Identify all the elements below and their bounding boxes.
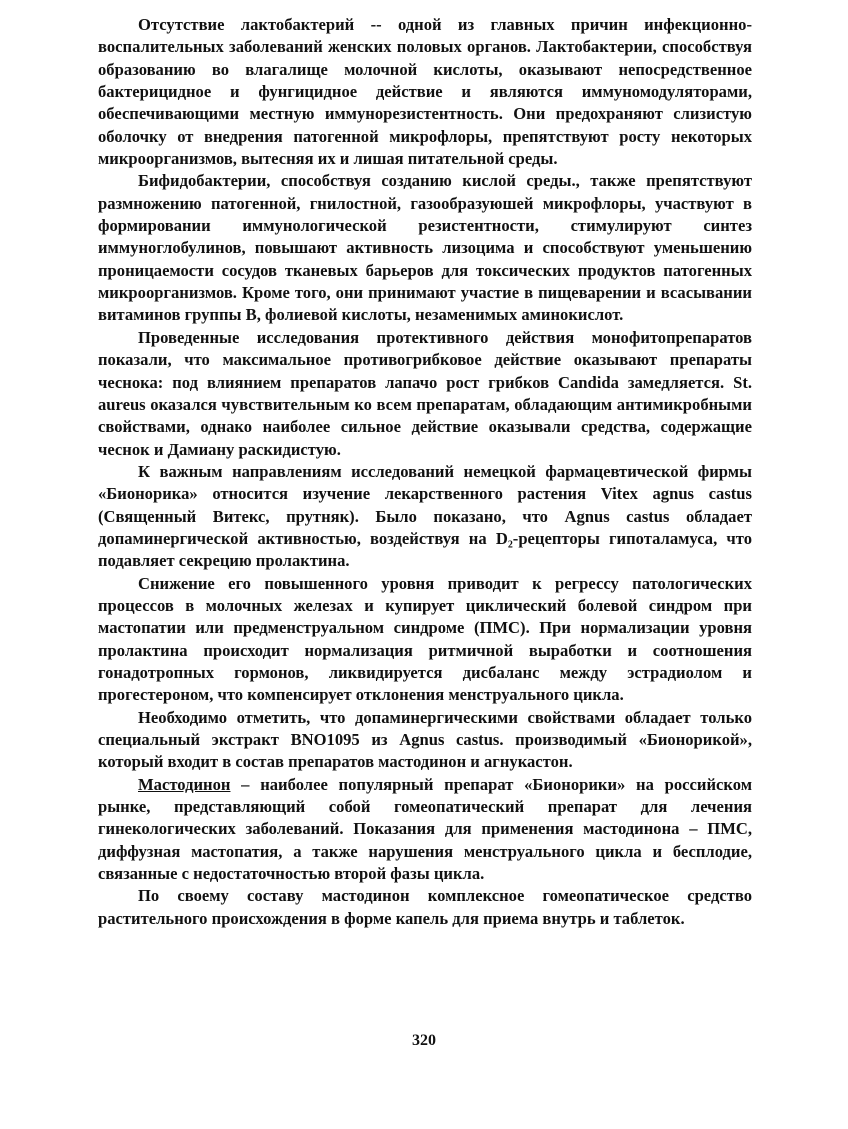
paragraph-text: Необходимо отметить, что допаминергическими свойствами обладает только специальный экстракт BNO1095 из Agnus castus. производимый «Бионорикой», который входит в состав препаратов мастодинон и агнукастон. [98,707,752,772]
paragraph [98,327,752,461]
paragraph-text: Бифидобактерии, способствуя созданию кислой среды., также препятствуют размножению патогенной, гнилостной, газообразуюшей микрофлоры, участвуют в формировании иммунологической резистентности, стимулируют синтез иммуноглобулинов, повышают активность лизоцима и способствуют уменьшению проницаемости сосудов тканевых барьеров для токсических продуктов патогенных микроорганизмов. Кроме того, они принимают участие в пищеварении и всасывании витаминов группы В, фолиевой кислоты, незаменимых аминокислот. [98,171,752,325]
paragraph [98,461,752,573]
paragraph [98,774,752,886]
paragraph-text: Снижение его повышенного уровня приводит к регрессу патологических процессов в молочных железах и купирует циклический болевой синдром при мастопатии или предменструальном синдроме (ПМС). При нормализации уровня пролактина происходит нормализация ритмичной выработки и соотношения гонадотропных гормонов, ликвидируется дисбаланс между эстрадиолом и прогестероном, что компенсирует отклонения менструального цикла. [98,573,752,705]
paragraph-text: – наиболее популярный препарат «Бионорики» на российском рынке, представляющий собой гомеопатический препарат для лечения гинекологических заболеваний. Показания для применения мастодинона – ПМС, диффузная мастопатия, а также нарушения менструального цикла и бесплодие, связанные с недостаточностью второй фазы цикла. [98,774,752,884]
underlined-term: Мастодинон [138,774,231,794]
paragraph [98,170,752,326]
paragraph [98,885,752,930]
paragraph-text: Проведенные исследования протективного действия монофитопрепаратов показали, что максимальное противогрибковое действие оказывают препараты чеснока: под влиянием препаратов лапачо рост грибков Candida замедляется. St. aureus оказался чувствительным ко всем препаратам, обладающим антимикробными свойствами, однако наиболее сильное действие оказывали средства, содержащие чеснок и Дамиану раскидистую. [98,327,752,459]
paragraph [98,707,752,774]
page-number: 320 [412,1032,436,1049]
paragraph-text: По своему составу мастодинон комплексное гомеопатическое средство растительного происхождения в форме капель для приема внутрь и таблеток. [98,886,752,928]
paragraph [98,573,752,707]
body-text [98,14,752,930]
paragraph-text: К важным направлениям исследований немецкой фармацевтической фирмы «Бионорика» относится изучение лекарственного растения Vitex agnus castus (Священный Витекс, прутняк). Было показано, что Agnus castus обладает допаминергической активностью, воздействуя на D₂-рецепторы гипоталамуса, что подавляет секрецию пролактина. [98,461,752,571]
paragraph-text: Отсутствие лактобактерий -- одной из главных причин инфекционно-воспалительных заболеваний женских половых органов. Лактобактерии, способствуя образованию во влагалище молочной кислоты, оказывают непосредственное бактерицидное и фунгицидное действие и являются иммуномодуляторами, обеспечивающими местную иммунорезистентность. Они предохраняют слизистую оболочку от внедрения патогенной микрофлоры, препятствуют росту некоторых микроорганизмов, вытесняя их и лишая питательной среды. [98,15,752,169]
paragraph [98,14,752,170]
